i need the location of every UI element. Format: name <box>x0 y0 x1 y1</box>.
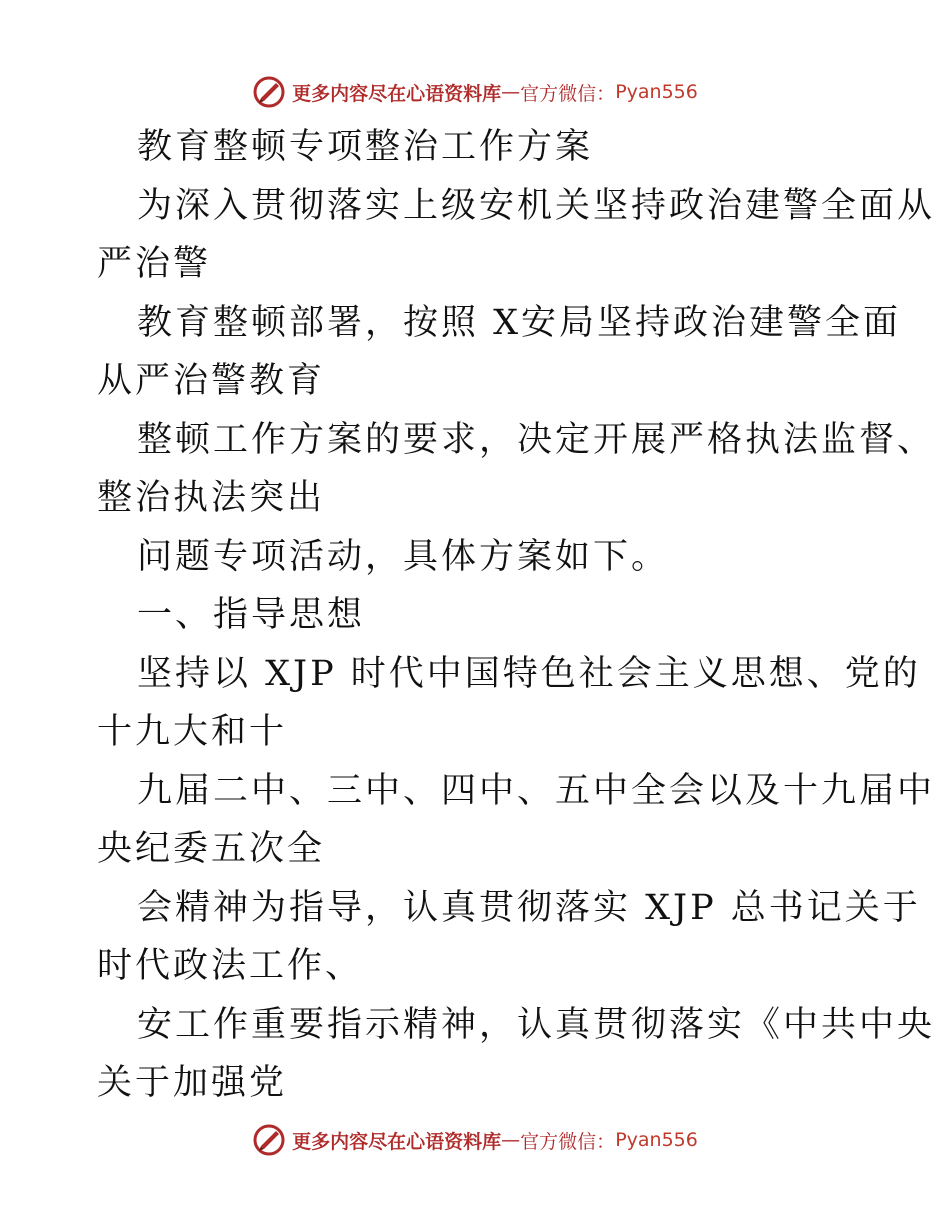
paragraph-line: 央纪委五次全 <box>97 829 326 869</box>
paragraph-line: 坚持以 XJP 时代中国特色社会主义思想、党的 <box>137 653 921 694</box>
paragraph-line: 整治执法突出 <box>97 478 326 518</box>
footer-watermark-banner <box>0 1120 950 1160</box>
banner-dash: — <box>501 81 521 103</box>
paragraph-line: 安工作重要指示精神，认真贯彻落实《中共中央 <box>137 1004 936 1045</box>
paragraph-line: 从严治警教育 <box>97 361 326 401</box>
banner-wechat-label: 官方微信： <box>520 1130 616 1153</box>
banner-wechat-id: Pyan556 <box>615 1129 698 1151</box>
paragraph-line: 会精神为指导，认真贯彻落实 XJP 总书记关于 <box>137 887 921 928</box>
banner-wechat-id: Pyan556 <box>615 81 698 103</box>
brand-logo-icon <box>252 75 286 109</box>
header-watermark-banner <box>0 72 950 112</box>
paragraph-line: 一、指导思想 <box>137 595 366 635</box>
paragraph-line: 整顿工作方案的要求，决定开展严格执法监督、 <box>137 419 936 460</box>
paragraph-line: 教育整顿部署，按照 X安局坚持政治建警全面 <box>137 302 902 343</box>
paragraph-line: 严治警 <box>97 244 212 284</box>
paragraph-line: 为深入贯彻落实上级安机关坚持政治建警全面从 <box>137 185 936 226</box>
banner-main-text: 更多内容尽在心语资料库 <box>292 82 502 105</box>
paragraph-line: 问题专项活动，具体方案如下。 <box>137 536 670 577</box>
paragraph-line: 时代政法工作、 <box>97 946 364 986</box>
paragraph-line: 关于加强党 <box>97 1063 288 1103</box>
banner-main-text: 更多内容尽在心语资料库 <box>292 1130 502 1153</box>
document-body <box>97 118 936 1113</box>
banner-wechat-label: 官方微信： <box>520 82 616 105</box>
paragraph-line: 十九大和十 <box>97 712 288 752</box>
document-title: 教育整顿专项整治工作方案 <box>137 127 594 167</box>
paragraph-line: 九届二中、三中、四中、五中全会以及十九届中 <box>137 770 936 811</box>
banner-dash: — <box>501 1129 521 1151</box>
brand-logo-icon <box>252 1123 286 1157</box>
